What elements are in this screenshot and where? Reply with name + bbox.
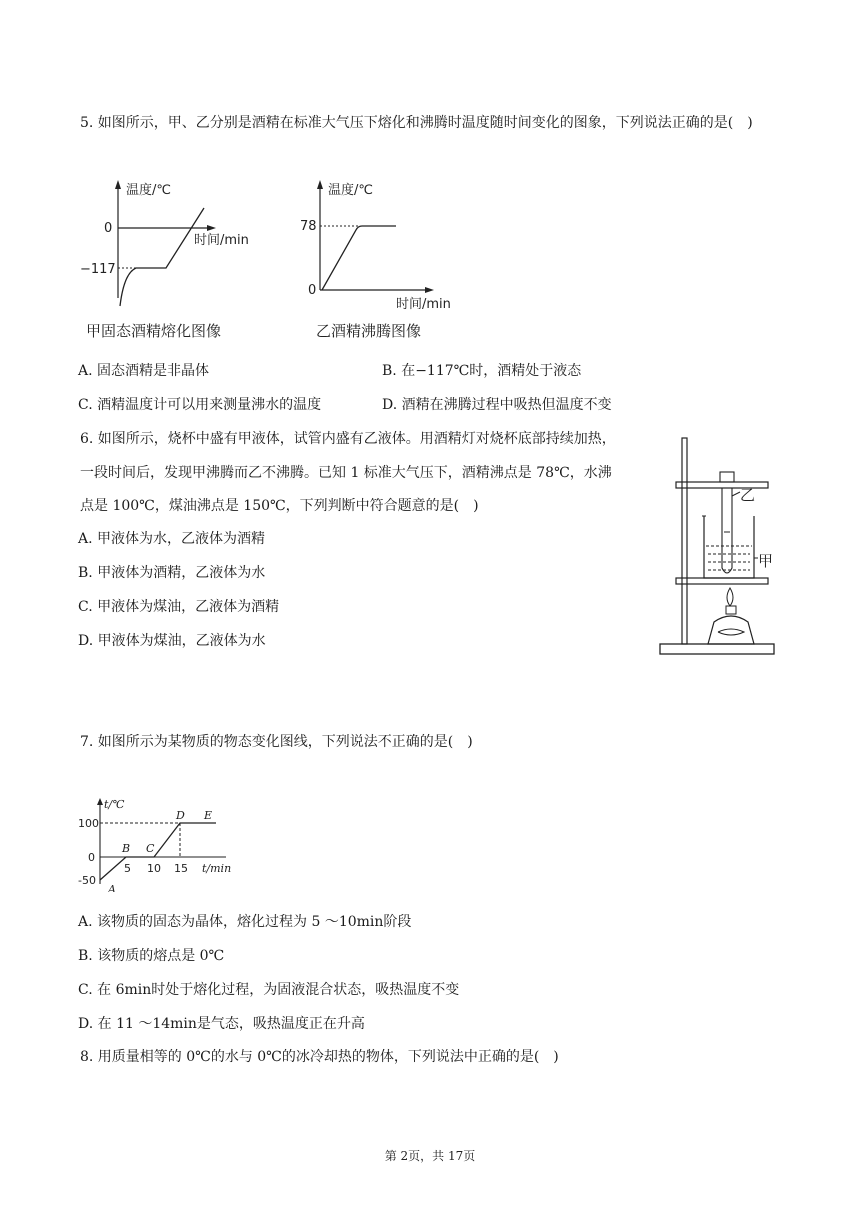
q7-option-c[interactable]: C. 在 6min时处于熔化过程，为固液混合状态，吸热温度不变	[78, 982, 460, 998]
y-axis-label: 温度/℃	[328, 183, 373, 198]
test-tube	[722, 488, 732, 573]
x-axis-label: 时间/min	[194, 233, 249, 248]
flame	[727, 588, 733, 606]
page-number-footer: 第 2页，共 17页	[384, 1149, 476, 1163]
x-tick-10: 10	[147, 862, 161, 875]
q6-stem-line1: 6. 如图所示，烧杯中盛有甲液体，试管内盛有乙液体。用酒精灯对烧杯底部持续加热，	[80, 431, 616, 447]
stand-rod	[682, 438, 687, 644]
lamp-wick-holder	[726, 606, 736, 614]
boiling-curve	[322, 226, 396, 290]
tick-zero: 0	[308, 283, 317, 298]
beaker-label: 甲	[758, 552, 774, 570]
q5-option-d[interactable]: D. 酒精在沸腾过程中吸热但温度不变	[382, 397, 612, 413]
q7-option-a[interactable]: A. 该物质的固态为晶体，熔化过程为 5 ～10min阶段	[78, 914, 412, 930]
tick-low: −117	[80, 262, 116, 277]
tube-stopper	[720, 472, 734, 482]
figure-caption: 乙酒精沸腾图像	[316, 322, 422, 340]
q6-option-b[interactable]: B. 甲液体为酒精，乙液体为水	[78, 565, 266, 581]
q7-option-b[interactable]: B. 该物质的熔点是 0℃	[78, 948, 225, 964]
ring-support	[676, 578, 768, 584]
tick-top: 78	[300, 219, 317, 234]
q5-figure-boiling	[300, 178, 480, 348]
q6-figure-apparatus	[656, 432, 780, 658]
stand-base	[660, 644, 774, 654]
y-axis-arrow	[97, 798, 103, 805]
q6-option-d[interactable]: D. 甲液体为煤油，乙液体为水	[78, 633, 266, 649]
x-axis-arrow	[207, 225, 216, 231]
beaker	[704, 516, 754, 578]
q5-stem: 5. 如图所示，甲、乙分别是酒精在标准大气压下熔化和沸腾时温度随时间变化的图象，下列说法正确的是( )	[80, 115, 753, 131]
tube-label: 乙	[740, 486, 756, 504]
point-e: E	[204, 809, 213, 822]
q6-option-a[interactable]: A. 甲液体为水，乙液体为酒精	[78, 531, 266, 547]
q6-stem-line3: 点是 100℃，煤油沸点是 150℃，下列判断中符合题意的是( )	[80, 498, 479, 514]
point-c: C	[146, 842, 155, 855]
melting-curve	[120, 208, 204, 306]
q6-option-c[interactable]: C. 甲液体为煤油，乙液体为酒精	[78, 599, 280, 615]
lamp-fuel	[718, 629, 744, 635]
q5-option-a[interactable]: A. 固态酒精是非晶体	[78, 363, 210, 379]
x-axis-arrow	[425, 287, 434, 293]
x-tick-15: 15	[174, 862, 188, 875]
y-axis-label: 温度/℃	[126, 183, 171, 198]
y-tick-minus50: -50	[78, 874, 96, 887]
q7-figure-graph	[78, 796, 238, 892]
y-tick-0: 0	[88, 851, 95, 864]
q5-option-b[interactable]: B. 在−117℃时，酒精处于液态	[382, 363, 582, 379]
point-a: A	[108, 883, 116, 892]
q5-figure-melting	[80, 178, 260, 348]
y-axis-arrow	[115, 180, 121, 189]
y-axis-label: t/℃	[104, 798, 125, 811]
x-axis-label: 时间/min	[396, 297, 451, 312]
y-tick-100: 100	[78, 817, 99, 830]
figure-caption: 甲固态酒精熔化图像	[86, 322, 222, 340]
q5-option-c[interactable]: C. 酒精温度计可以用来测量沸水的温度	[78, 397, 322, 413]
x-axis-label: t/min	[202, 862, 232, 875]
y-axis-arrow	[317, 180, 323, 189]
x-tick-5: 5	[124, 862, 131, 875]
point-d: D	[176, 809, 185, 822]
q6-stem-line2: 一段时间后，发现甲沸腾而乙不沸腾。已知 1 标准大气压下，酒精沸点是 78℃，水沸	[80, 465, 612, 481]
tick-zero: 0	[104, 221, 113, 236]
point-b: B	[122, 842, 131, 855]
q7-option-d[interactable]: D. 在 11 ～14min是气态，吸热温度正在升高	[78, 1016, 365, 1032]
label-leader	[732, 492, 740, 496]
q7-stem: 7. 如图所示为某物质的物态变化图线，下列说法不正确的是( )	[80, 734, 473, 750]
alcohol-lamp	[708, 616, 754, 644]
q8-stem: 8. 用质量相等的 0℃的水与 0℃的冰冷却热的物体，下列说法中正确的是( )	[80, 1049, 559, 1065]
